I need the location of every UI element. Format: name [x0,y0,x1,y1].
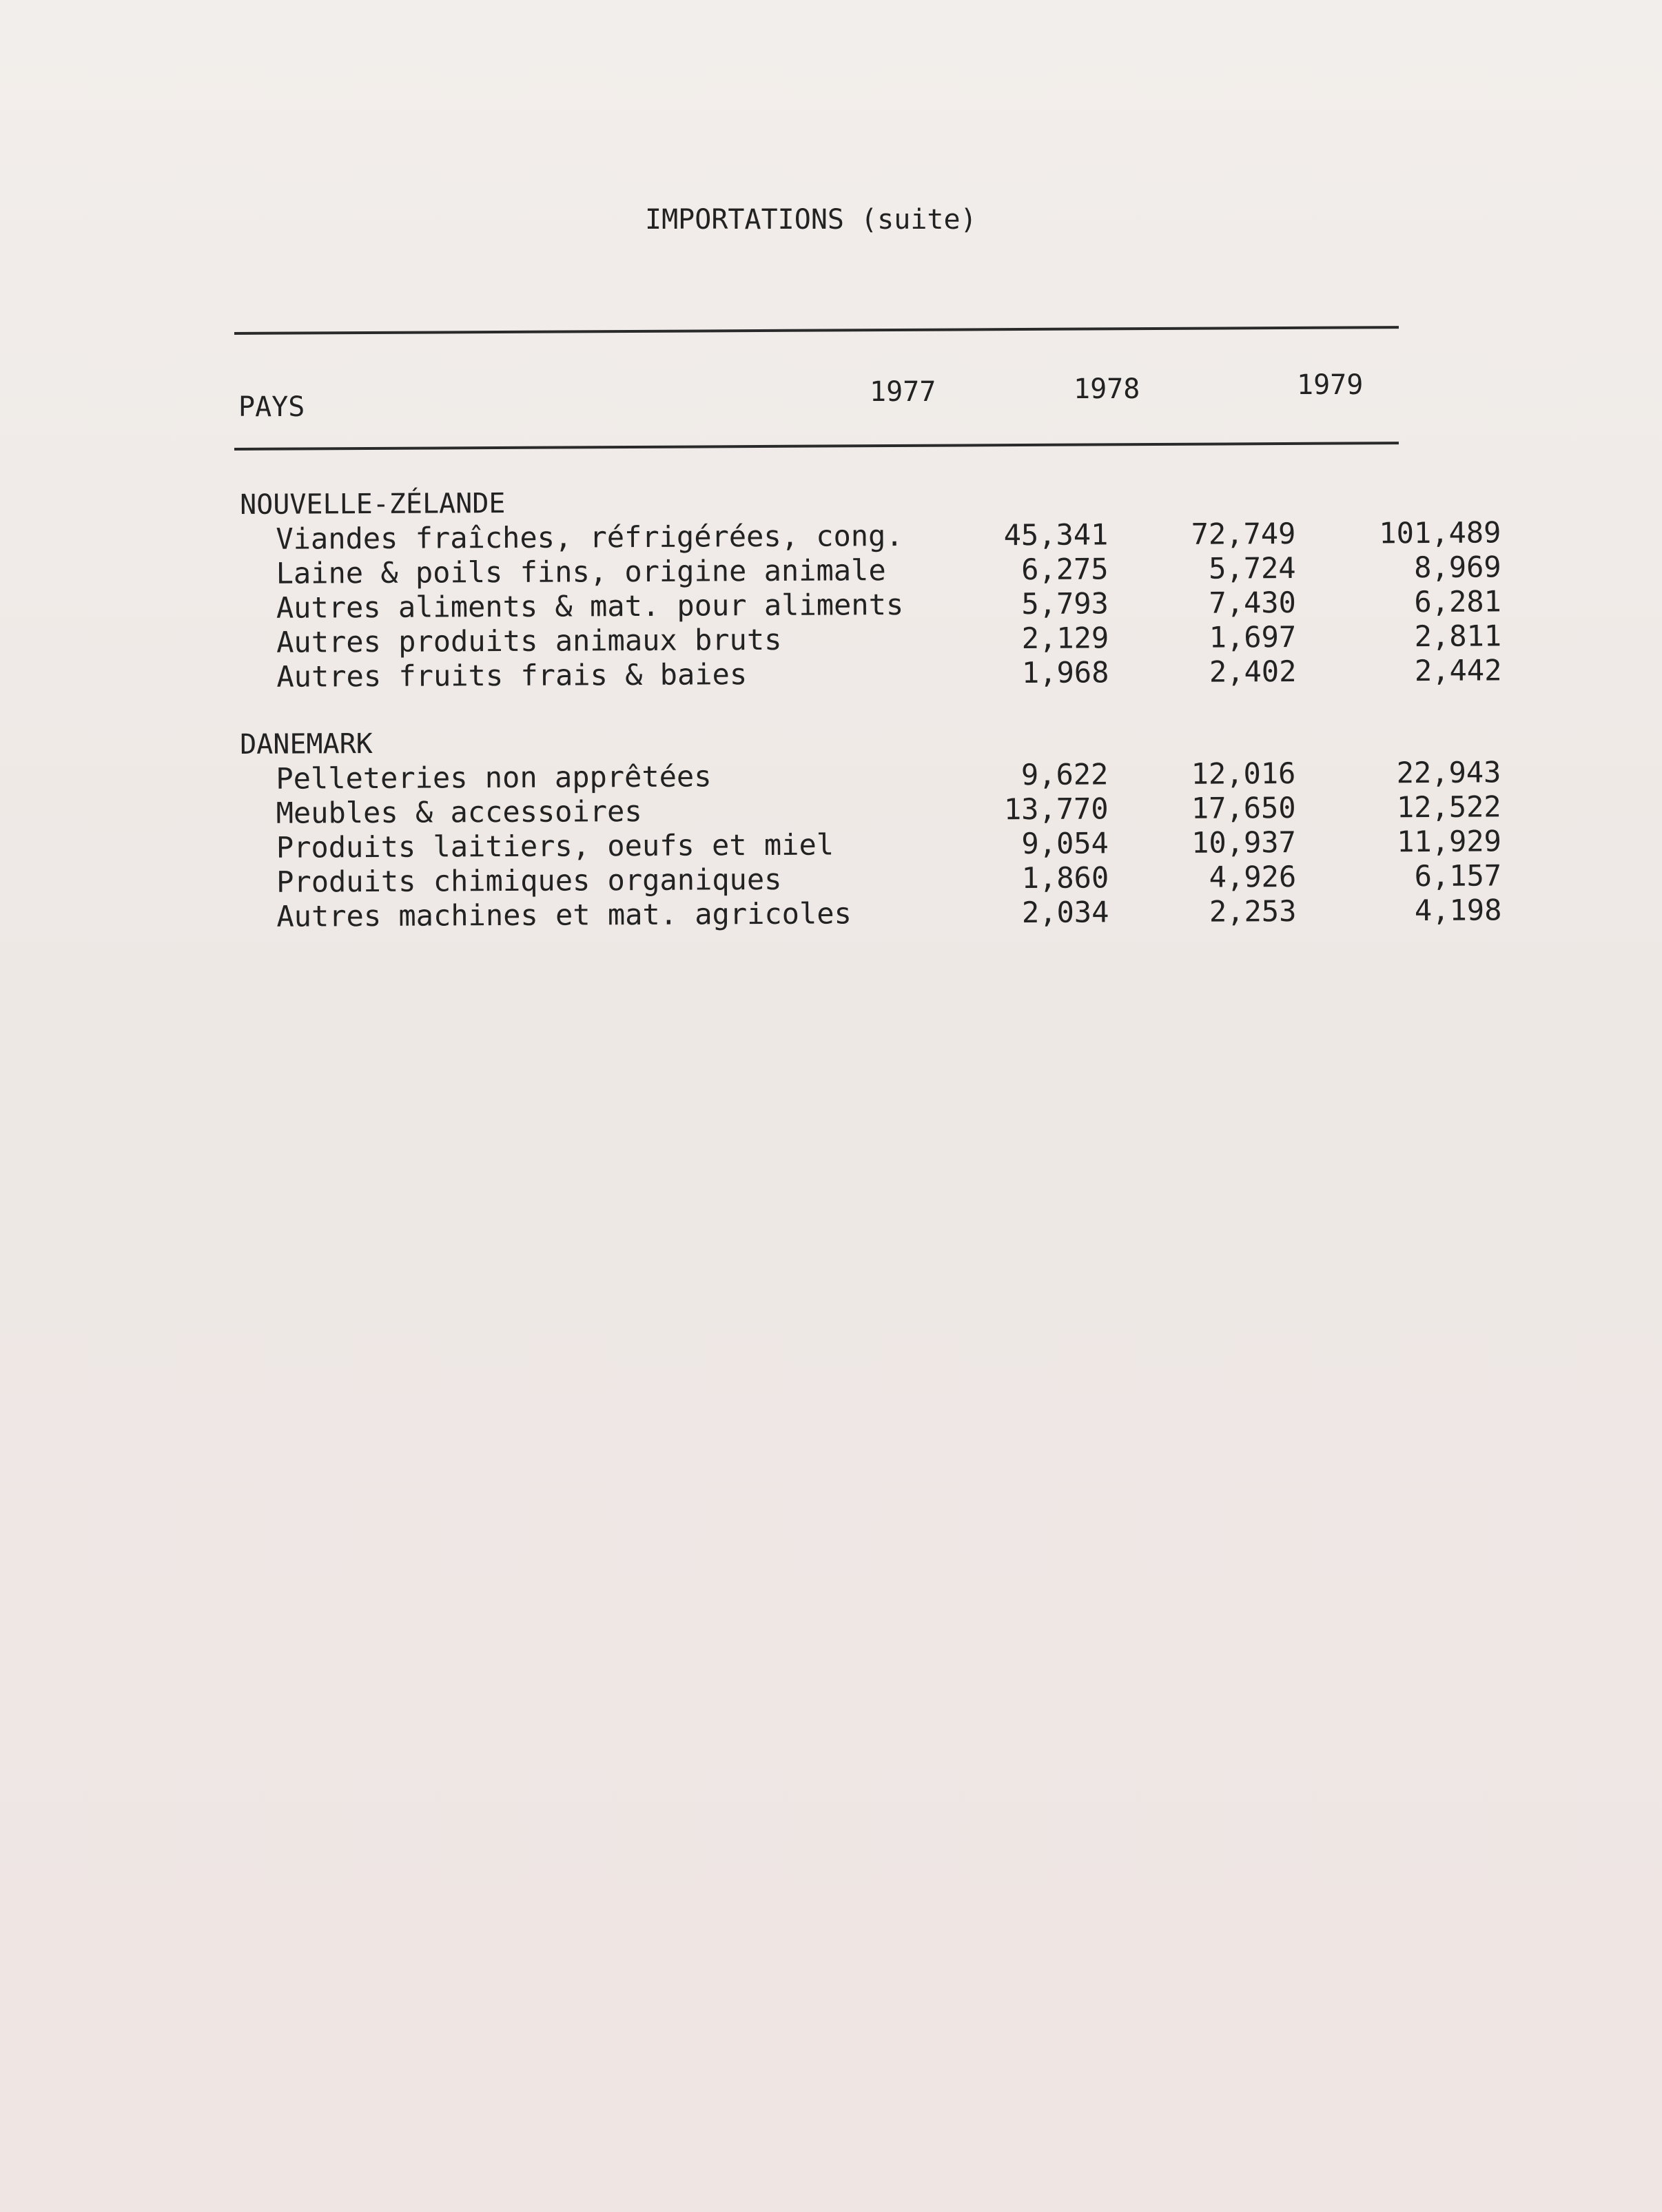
value-1979: 12,522 [1396,789,1501,825]
table-row [240,789,1501,831]
row-label: Viandes fraîches, réfrigérées, cong. [276,518,903,556]
value-1977: 1,968 [1021,655,1109,690]
row-label: Autres aliments & mat. pour aliments [276,587,904,625]
row-label: Produits chimiques organiques [276,862,782,899]
value-1979: 2,442 [1414,653,1502,688]
row-label: Meubles & accessoires [276,794,642,830]
value-1977: 9,622 [1020,757,1109,792]
page-title: IMPORTATIONS (suite) [645,204,977,236]
row-label: Autres fruits frais & baies [276,657,748,694]
value-1977: 2,034 [1021,895,1109,930]
table-row [240,755,1501,796]
country-heading: DANEMARK [240,727,373,761]
value-1978: 10,937 [1191,825,1297,860]
row-label: Laine & poils fins, origine animale [276,553,886,590]
value-1979: 8,969 [1414,550,1501,585]
table-row [240,584,1502,626]
value-1979: 101,489 [1379,515,1501,550]
column-header-1978: 1978 [1074,373,1140,405]
value-1978: 7,430 [1209,585,1297,620]
column-header-pays: PAYS [238,391,305,423]
section-danemark [240,721,1502,934]
header-top-rule [234,326,1399,335]
value-1977: 2,129 [1021,621,1109,656]
value-1977: 9,054 [1021,826,1109,861]
country-heading: NOUVELLE-ZÉLANDE [240,487,506,521]
value-1977: 1,860 [1021,860,1109,896]
value-1979: 6,281 [1414,584,1502,619]
value-1979: 4,198 [1414,893,1502,928]
value-1978: 2,402 [1209,654,1297,689]
value-1978: 5,724 [1209,550,1296,586]
section-nouvelle-zelande [240,482,1502,694]
row-label: Pelleteries non apprêtées [276,759,712,796]
value-1978: 4,926 [1209,859,1297,894]
header-bottom-rule [234,442,1399,451]
value-1978: 17,650 [1191,790,1296,825]
value-1977: 6,275 [1021,552,1109,587]
value-1979: 2,811 [1414,619,1502,654]
row-label: Produits laitiers, oeufs et miel [276,827,834,865]
table-row [240,824,1502,865]
value-1977: 5,793 [1021,586,1109,621]
table-row [240,550,1501,591]
value-1978: 72,749 [1191,516,1296,551]
table-row [240,858,1502,900]
table-row [240,619,1502,660]
value-1979: 11,929 [1397,824,1502,859]
table-row [240,653,1502,694]
table-row [240,893,1502,934]
value-1977: 13,770 [1003,792,1109,827]
value-1979: 22,943 [1396,755,1501,790]
column-header-1977: 1977 [870,376,936,408]
column-header-1979: 1979 [1297,369,1364,401]
value-1978: 2,253 [1209,893,1297,929]
value-1977: 45,341 [1003,517,1109,552]
value-1979: 6,157 [1414,858,1502,893]
value-1978: 12,016 [1191,756,1296,791]
row-label: Autres machines et mat. agricoles [276,896,852,933]
value-1978: 1,697 [1209,619,1297,654]
row-label: Autres produits animaux bruts [276,622,782,659]
table-row [240,515,1501,557]
